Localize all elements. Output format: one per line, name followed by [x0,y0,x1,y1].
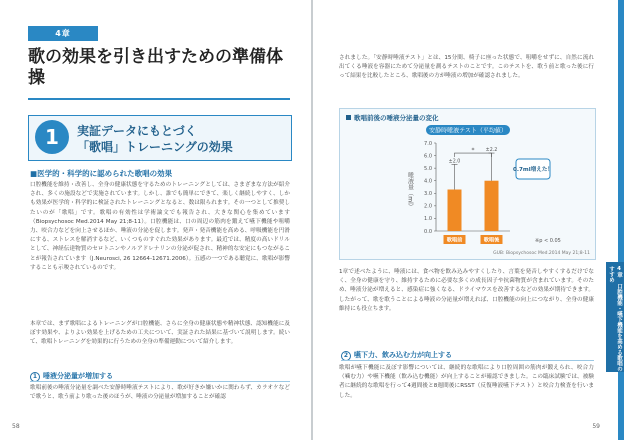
section-title-line1: 実証データにもとづく [77,124,197,138]
y-axis-label: 唾液量（ml） [406,172,414,210]
category-label-1: 歌唱前 [446,237,463,244]
title-rule [28,98,290,100]
figure-title: 歌唱前後の唾液分泌量の変化 [346,113,439,122]
error-label-1: ±2.0 [448,159,461,165]
category-label-2: 歌唱後 [483,237,500,244]
chapter-title: 歌の効果を引き出すための準備体操 [28,47,283,88]
subsection-title: 唾液分泌量が増加する [43,372,113,380]
bar-chart [340,123,595,259]
body-paragraph-1: 口腔機能を維持・改善し、全身の健康状態を守るためのトレーニングとしては、さまざまな方法が紹介され、多くの施設などで実施されています。しかし、誰でも簡単にできて、楽しく継続しやすく、しかも効果が医学的・科学的に検証されたトレーニングとなると、数は限られます。その一つとして推奨したいのが「歌唱」です。歌唱の有効性は学術論文でも報告され、大きな関心を集めています（Biopsychosoc Med.2014 May 21;8-11）。口腔機能は、口の周辺の筋肉を鍛えて嚥下機能や咀嚼力、咬合力などを向上させるほか、唾液の分泌を促します。発声・発音機能を高める、呼吸機能を円滑にする、ストレスを解消するなど、いくつものすぐれた効果があります。最近では、精度の高いドリルとして、神経伝達物質のセロトニンやノルアドレナリンの分泌が促され、精神的な安定にもつながることが報告されています（J.Neurosci, 26 12664-12671.2006）。五感の一つである聴覚に、歌唱が影響することも示唆されているのです。 [30,182,290,271]
section-title-line2: 「歌唱」トレーニングの効果 [77,140,233,154]
right-paragraph-1: されました。「安静時唾液テスト」とは、15分間、椅子に座った状態で、咀嚼をせずに、自然に流れ出てくる唾液を容器にためて分泌量を測るテストのことです。このテストを、歌う前と歌った後に行って結果を比較したところ、歌唱後の方が唾液の増加が確認されました。 [339,55,594,80]
error-label-2: ±2.2 [485,148,498,154]
figure-source: GUB: Biopsychosoc Med.2014 May 21;8-11 [493,251,590,256]
subsection-number-2: 2 [341,351,351,361]
significance-note: ※p < 0.05 [535,238,561,244]
y-tick-label: 1.0 [424,216,432,223]
significance-mark: * [471,147,475,155]
chart-title: 安静時唾液テスト（平均値） [429,127,507,135]
y-tick-label: 0.0 [424,228,432,235]
subsection-rule-2 [341,360,594,361]
page-number-right: 59 [592,423,600,430]
body-paragraph-3: 歌唱前後の唾液分泌量を調べた安静時唾液テストにより、歌が好きか嫌いかに関わらず、カラオケなどで歌うと、歌う前より歌った後のほうが、唾液の分泌量が増加することが確認 [30,385,290,401]
y-tick-label: 2.0 [424,203,432,210]
left-page [0,0,311,440]
y-tick-label: 5.0 [424,165,432,172]
chapter-badge: 4章 [28,26,98,41]
bar-1 [448,190,462,231]
right-paragraph-2: 1章で述べたように、唾液には、食べ物を飲み込みやすくしたり、言葉を発音しやすくするだけでなく、全身の健康を守り、維持するために必要な多くの成長因子や抗菌物質が含まれています。そのため、唾液分泌が増えると、感染症に強くなる、ドライマウスを改善するなどの効果が期待できます。したがって、歌を歌うことによる唾液の分泌量が増えれば、口腔機能の向上につながり、全身の健康維持にも役立ちます。 [339,269,594,312]
body-paragraph-2: 本章では、まず歌唱によるトレーニングが口腔機能、さらに全身の健康状態や精神状態、認知機能に及ぼす効果や、よりよい効果を上げるための工夫について、実証された結果に基づいて説明します。続いて、歌唱トレーニングを効果的に行うための全身の準備運動について紹介します。 [30,321,290,346]
section-heading-box [28,115,292,161]
bar-2 [485,181,499,231]
side-color-strip [618,0,624,440]
subheading-medical: ■医学的・科学的に認められた歌唱の効果 [30,169,173,178]
y-tick-label: 4.0 [424,178,432,185]
saliva-figure [339,108,596,260]
right-paragraph-3: 歌唱が嚥下機能に及ぼす影響については、継続的な歌唱により口腔周囲の筋肉が鍛えられ、咬合力（噛む力）や嚥下機能（飲み込む機能）が向上することが確認できました。この臨床試験では、被験者に継続的な歌唱を行って4週間後と8週間後にRSST（反復唾液嚥下テスト）と咬合力検査を行いました。 [339,365,594,399]
chapter-side-tab: 4章 口腔機能・嚥下機能を高める歌唱のすすめ [606,262,624,372]
y-tick-label: 7.0 [424,140,432,147]
square-bullet-icon [346,115,351,120]
subsection-number: 1 [30,372,40,382]
right-page [313,0,624,440]
subsection-rule [30,381,290,382]
callout-text: 0.7ml増えた！ [512,167,554,173]
section-number: 1 [35,120,69,154]
page-number-left: 58 [12,423,20,430]
subsection-title-2: 嚥下力、飲み込む力が向上する [354,351,452,359]
y-tick-label: 6.0 [424,153,432,160]
y-tick-label: 3.0 [424,191,432,198]
